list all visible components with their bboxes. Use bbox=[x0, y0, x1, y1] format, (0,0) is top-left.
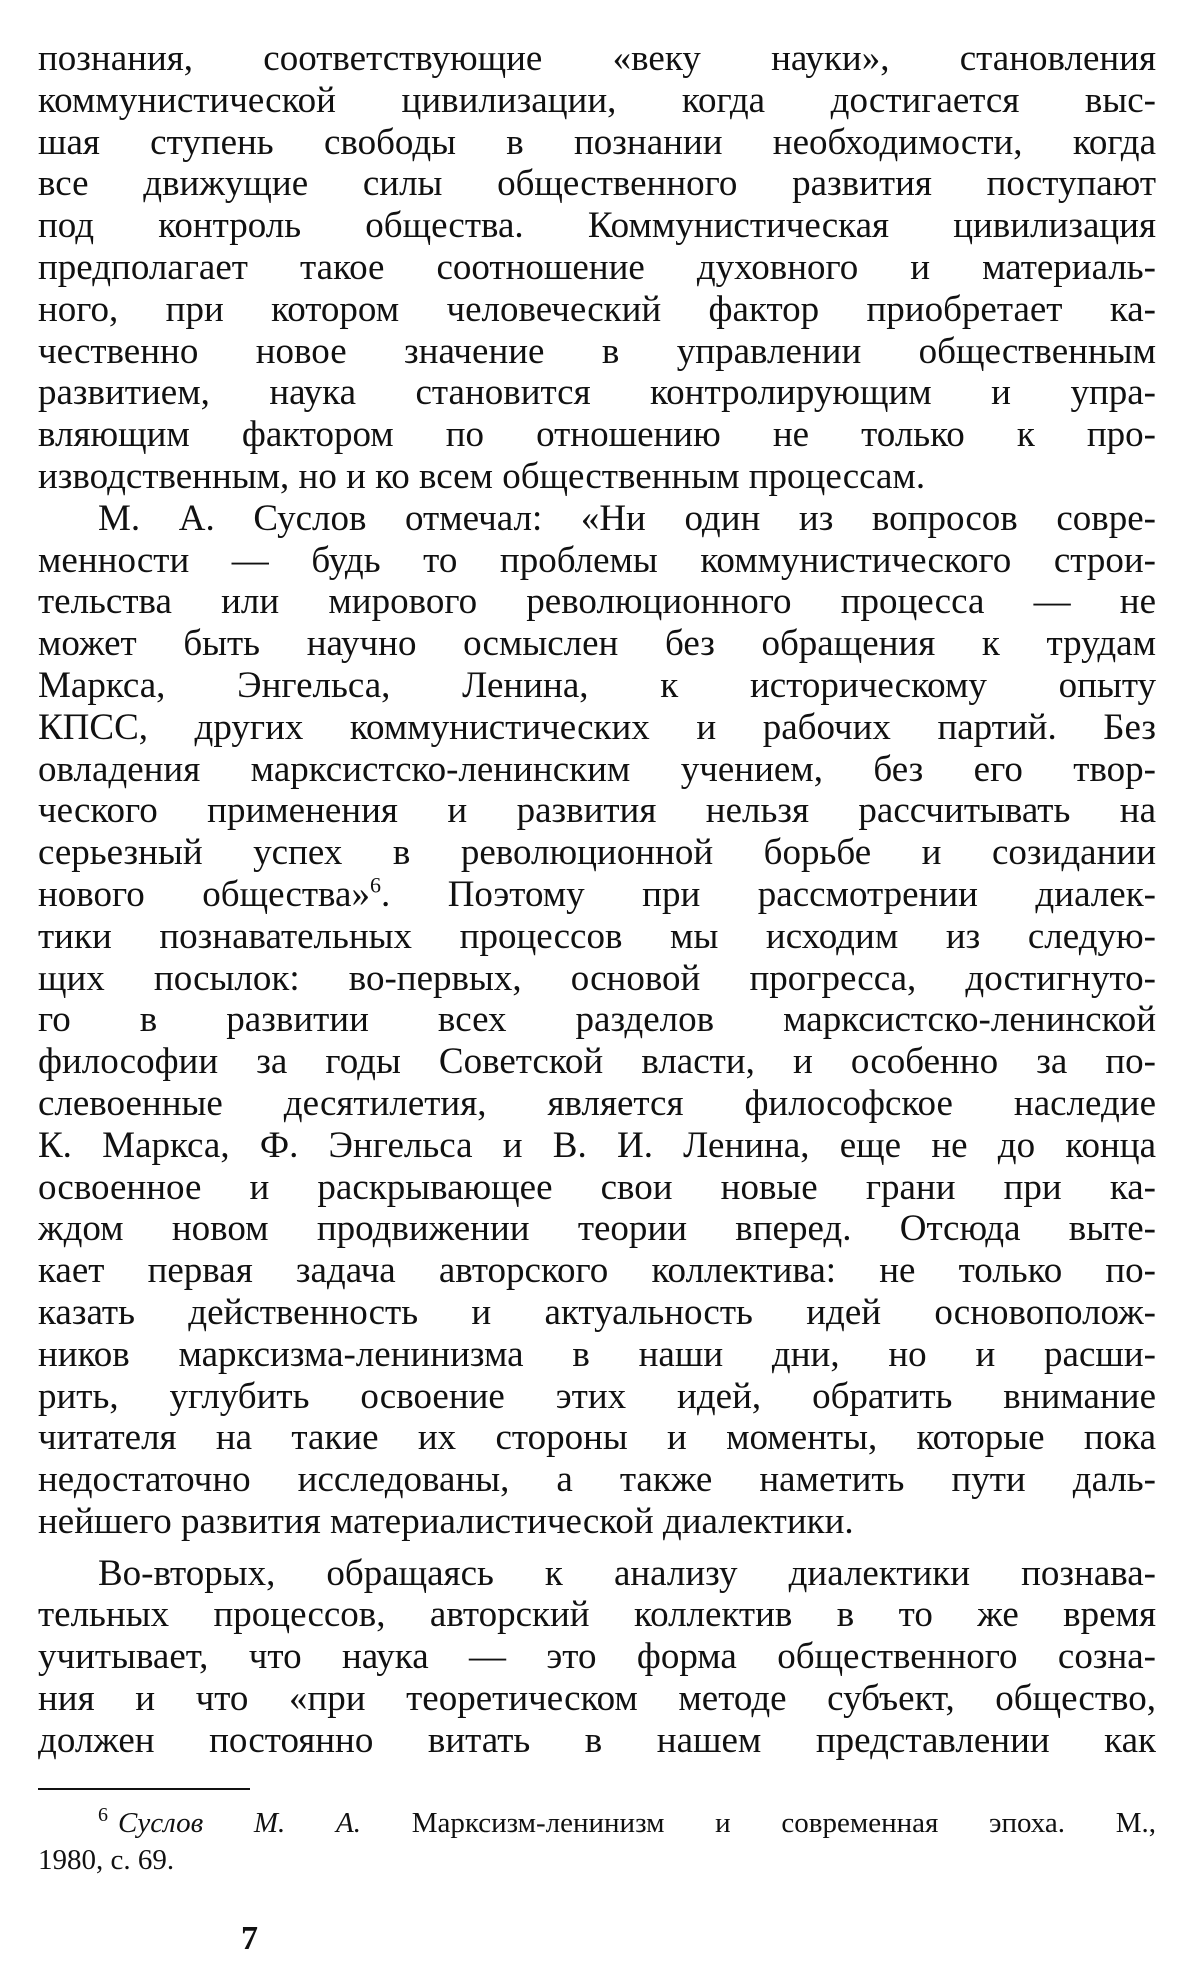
paragraph-1 bbox=[38, 38, 1156, 498]
footnote-divider bbox=[38, 1788, 250, 1790]
text-line: ного, при котором человеческий фактор приобретает ка- bbox=[38, 288, 1156, 330]
text-line: ческого применения и развития нельзя рассчитывать на bbox=[38, 790, 1156, 832]
text-line: слевоенные десятилетия, является философское наследие bbox=[38, 1082, 1156, 1124]
text-line: предполагает такое соотношение духовного и материаль- bbox=[38, 246, 1156, 288]
main-text bbox=[38, 38, 1156, 1762]
paragraph-gap bbox=[38, 1543, 1156, 1553]
text-line: ников марксизма-ленинизма в наши дни, но и расши- bbox=[38, 1333, 1156, 1375]
text-line: философии за годы Советской власти, и особенно за по- bbox=[38, 1041, 1156, 1083]
text-line: тельных процессов, авторский коллектив в то же время bbox=[38, 1594, 1156, 1636]
text-line: под контроль общества. Коммунистическая цивилизация bbox=[38, 205, 1156, 247]
text-line: ния и что «при теоретическом методе субъект, общество, bbox=[38, 1678, 1156, 1720]
page-number: 7 bbox=[241, 1920, 258, 1957]
text-segment: . Поэтому при рассмотрении диалек- bbox=[380, 873, 1156, 915]
footnote-line bbox=[38, 1805, 1156, 1842]
text-line: серьезный успех в революционной борьбе и созидании bbox=[38, 832, 1156, 874]
text-line: изводственным, но и ко всем общественным процессам. bbox=[38, 455, 926, 497]
text-line: овладения марксистско-ленинским учением, без его твор- bbox=[38, 748, 1156, 790]
footnote bbox=[38, 1805, 1156, 1879]
text-line: недостаточно исследованы, а также наметить пути даль- bbox=[38, 1459, 1156, 1501]
text-line: казать действенность и актуальность идей основополож- bbox=[38, 1291, 1156, 1333]
text-line: читателя на такие их стороны и моменты, которые пока bbox=[38, 1417, 1156, 1459]
text-line: тельства или мирового революционного процесса — не bbox=[38, 581, 1156, 623]
text-line: развитием, наука становится контролирующим и упра- bbox=[38, 372, 1156, 414]
paragraph-2 bbox=[38, 498, 1156, 1543]
text-line: вляющим фактором по отношению не только к про- bbox=[38, 414, 1156, 456]
text-line-with-footnote-ref bbox=[38, 874, 1156, 916]
text-line: М. А. Суслов отмечал: «Ни один из вопросов совре- bbox=[98, 497, 1156, 539]
footnote-marker[interactable]: 6 bbox=[369, 873, 381, 898]
footnote-text: Марксизм-ленинизм и современная эпоха. М., bbox=[411, 1807, 1157, 1839]
text-line: кает первая задача авторского коллектива: не только по- bbox=[38, 1250, 1156, 1292]
text-line: тики познавательных процессов мы исходим из следую- bbox=[38, 915, 1156, 957]
text-line: должен постоянно витать в нашем представлении как bbox=[38, 1719, 1156, 1761]
text-segment: нового общества» bbox=[38, 873, 370, 915]
text-line: учитывает, что наука — это форма общественного созна- bbox=[38, 1636, 1156, 1678]
text-line: познания, соответствующие «веку науки», становления bbox=[38, 38, 1156, 79]
text-line: го в развитии всех разделов марксистско-ленинской bbox=[38, 999, 1156, 1041]
text-line: щих посылок: во-первых, основой прогресса, достигнуто- bbox=[38, 957, 1156, 999]
footnote-number: 6 bbox=[98, 1804, 108, 1827]
footnote-author: Суслов М. А. bbox=[118, 1807, 361, 1839]
text-line: рить, углубить освоение этих идей, обратить внимание bbox=[38, 1375, 1156, 1417]
text-line: шая ступень свободы в познании необходимости, когда bbox=[38, 121, 1156, 163]
text-line: нейшего развития материалистической диалектики. bbox=[38, 1500, 854, 1542]
text-line: освоенное и раскрывающее свои новые грани при ка- bbox=[38, 1166, 1156, 1208]
text-line: чественно новое значение в управлении общественным bbox=[38, 330, 1156, 372]
text-line: Во-вторых, обращаясь к анализу диалектики познава- bbox=[98, 1552, 1156, 1594]
text-line: коммунистической цивилизации, когда достигается выс- bbox=[38, 79, 1156, 121]
text-line: ждом новом продвижении теории вперед. Отсюда выте- bbox=[38, 1208, 1156, 1250]
footnote-line: 1980, с. 69. bbox=[38, 1844, 175, 1876]
text-line: менности — будь то проблемы коммунистического строи- bbox=[38, 539, 1156, 581]
text-line: может быть научно осмыслен без обращения к трудам bbox=[38, 623, 1156, 665]
paragraph-3 bbox=[38, 1553, 1156, 1762]
text-line: К. Маркса, Ф. Энгельса и В. И. Ленина, еще не до конца bbox=[38, 1124, 1156, 1166]
text-line: КПСС, других коммунистических и рабочих партий. Без bbox=[38, 706, 1156, 748]
text-line: все движущие силы общественного развития поступают bbox=[38, 163, 1156, 205]
text-line: Маркса, Энгельса, Ленина, к историческому опыту bbox=[38, 664, 1156, 706]
